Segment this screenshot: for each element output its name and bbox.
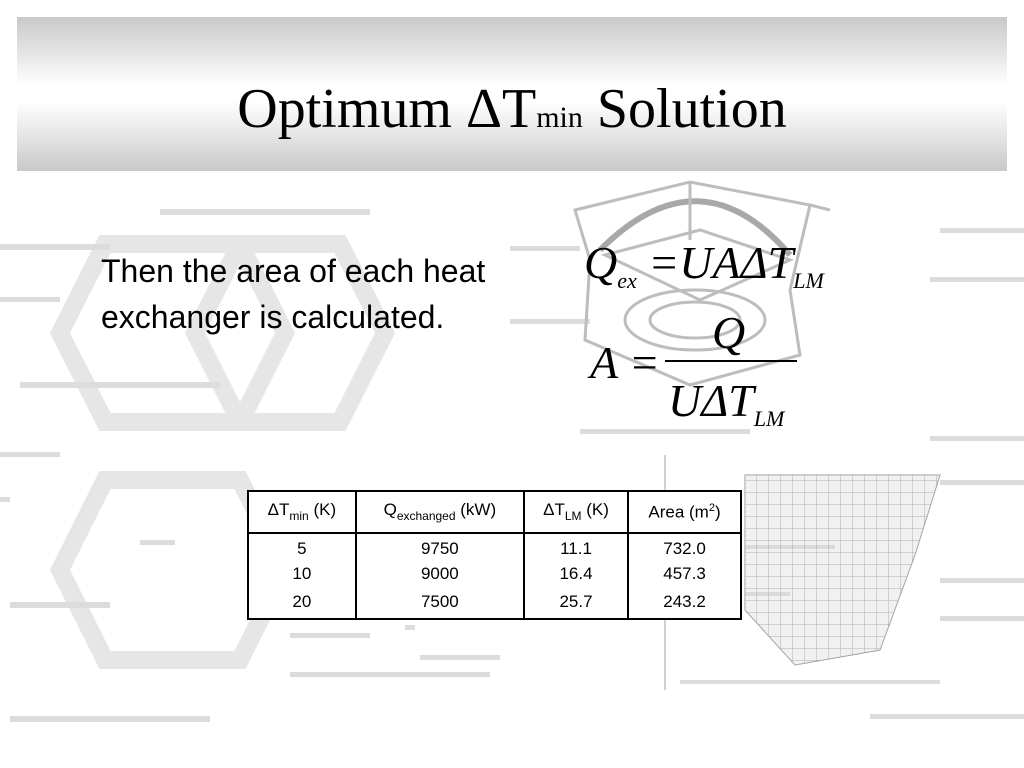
eq2-den-sub: LM — [753, 406, 785, 431]
header-q-exchanged: $Q_{exchanged}$ (kW) — [356, 491, 524, 533]
table-cell: 16.4 — [524, 562, 628, 586]
equation-area-lhs — [590, 337, 660, 388]
page-title — [17, 78, 1007, 140]
table-cell: 243.2 — [628, 586, 741, 619]
table-row — [248, 562, 741, 586]
table-cell: 11.1 — [524, 533, 628, 562]
header-area: Area $(m^2)$ — [628, 491, 741, 533]
table-cell: 25.7 — [524, 586, 628, 619]
header-dtlm: $\Delta T_{LM}$ (K) — [524, 491, 628, 533]
table-cell: 5 — [248, 533, 356, 562]
eq1-rhs: =UAΔT — [648, 237, 794, 288]
table-cell: 9750 — [356, 533, 524, 562]
title-end: Solution — [582, 78, 787, 140]
title-bar — [17, 17, 1007, 171]
fraction-line — [665, 360, 797, 362]
eq2-lhs: A = — [590, 337, 660, 388]
equation-heat-duty — [584, 237, 824, 293]
table-cell: 7500 — [356, 586, 524, 619]
title-main: Optimum ΔT — [237, 78, 537, 140]
equation-area-numerator — [712, 307, 746, 358]
eq2-num: Q — [712, 307, 746, 358]
table-cell: 732.0 — [628, 533, 741, 562]
title-subscript: min — [536, 101, 583, 134]
eq1-lhs: Q — [584, 237, 618, 288]
table-header-row — [248, 491, 741, 533]
table-cell: 457.3 — [628, 562, 741, 586]
eq1-rhs-sub: LM — [793, 268, 824, 293]
header-dtmin: $\Delta T_{min}$ (K) — [248, 491, 356, 533]
equation-area-denominator — [668, 375, 785, 431]
body-text: Then the area of each heat exchanger is calculated. — [101, 253, 486, 335]
table-cell: 10 — [248, 562, 356, 586]
table-row — [248, 586, 741, 619]
eq1-lhs-sub: ex — [617, 268, 637, 293]
table-cell: 20 — [248, 586, 356, 619]
table-cell: 9000 — [356, 562, 524, 586]
results-table — [247, 490, 742, 620]
table-row — [248, 533, 741, 562]
eq2-den: UΔT — [668, 375, 754, 426]
